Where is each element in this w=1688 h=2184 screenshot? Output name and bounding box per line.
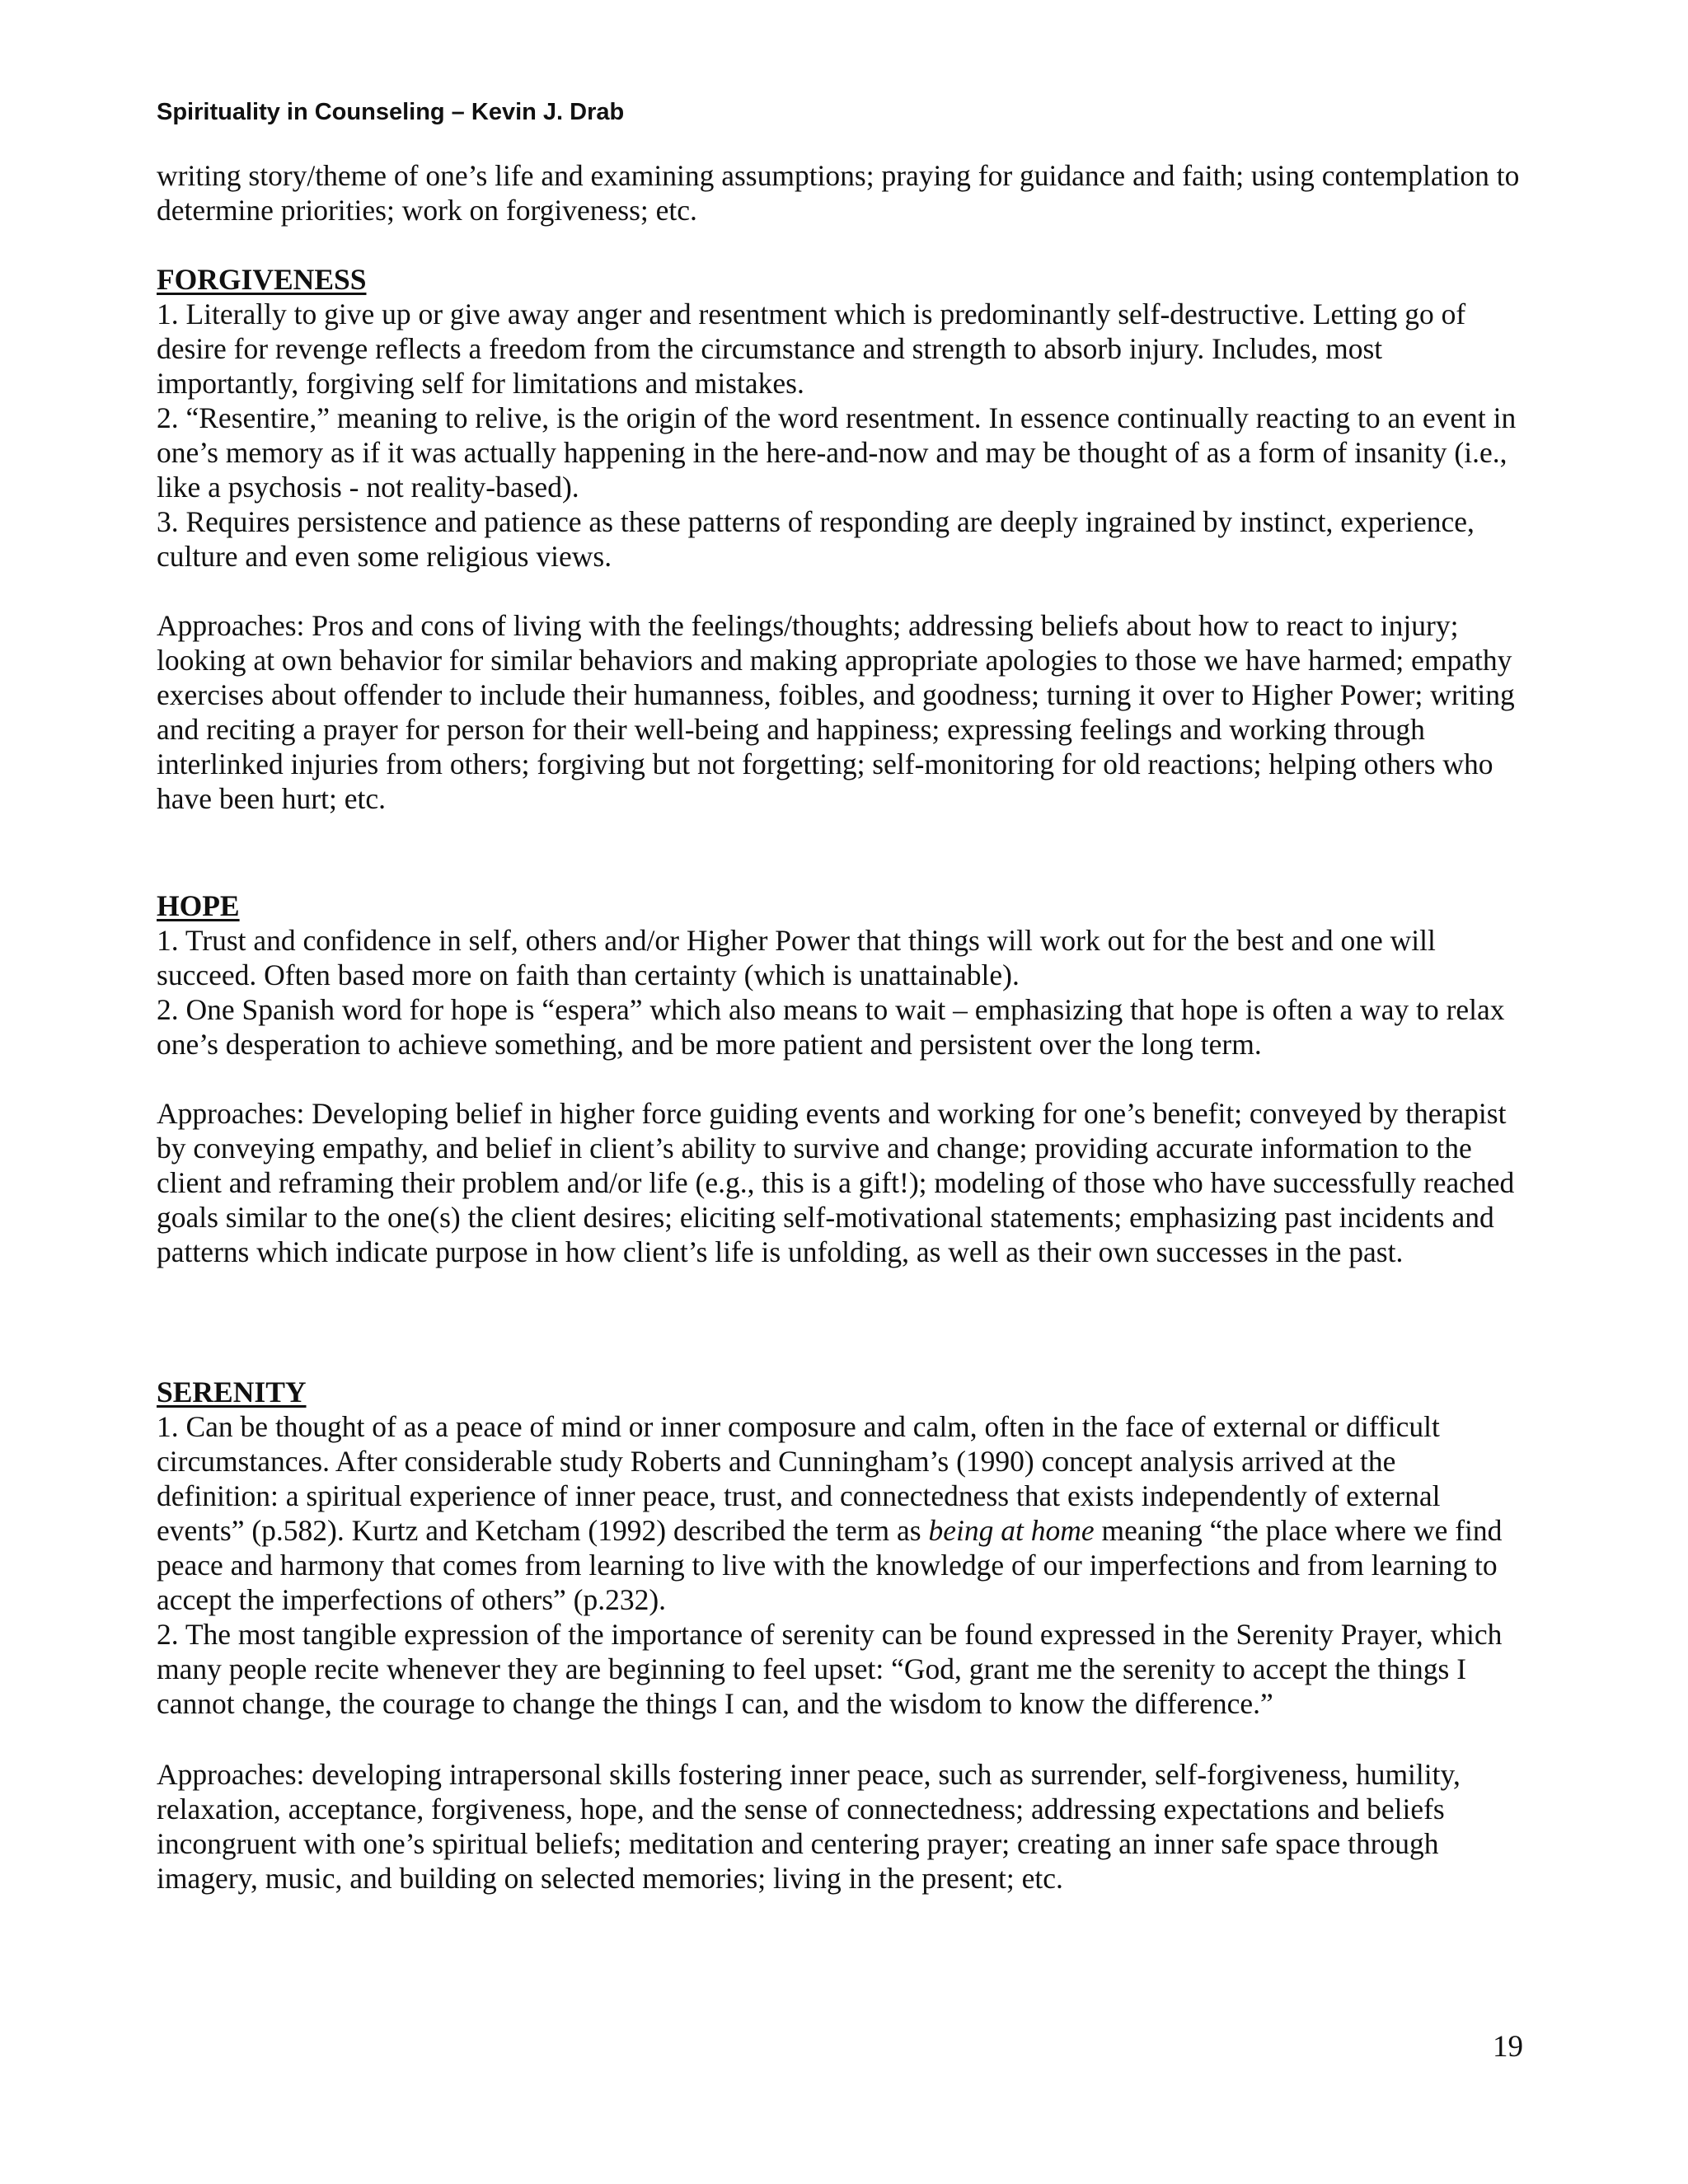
- hope-point-2: 2. One Spanish word for hope is “espera” which also means to wait – emphasizing that hope is often a way to relax one’s desperation to achieve something, and be more patient and persistent over the long term.: [157, 993, 1505, 1061]
- serenity-point-1-italic: being at home: [928, 1514, 1095, 1547]
- forgiveness-approaches-block: [157, 608, 1525, 816]
- serenity-approaches-block: [157, 1757, 1525, 1896]
- page-number: 19: [1493, 2030, 1523, 2064]
- forgiveness-section: [157, 262, 1525, 574]
- serenity-approaches: Approaches: developing intrapersonal skills fostering inner peace, such as surrender, self-forgiveness, humility, relaxation, acceptance, forgiveness, hope, and the sense of connectedness; addressing expectations and beliefs incongruent with one’s spiritual beliefs; meditation and centering prayer; creating an inner safe space through imagery, music, and building on selected memories; living in the present; etc.: [157, 1758, 1461, 1895]
- serenity-point-1: [157, 1409, 1525, 1617]
- serenity-point-1-text-b: meaning “the place where we find peace and harmony that comes from learning to live with the knowledge of our imperfections and from learning to accept the imperfections of others” (p.232).: [157, 1514, 1503, 1616]
- hope-section: [157, 888, 1525, 1062]
- hope-heading: HOPE: [157, 889, 240, 922]
- serenity-section: [157, 1375, 1525, 1721]
- intro-paragraph: [157, 158, 1525, 227]
- running-header: Spirituality in Counseling – Kevin J. Drab: [157, 99, 625, 125]
- serenity-point-2: 2. The most tangible expression of the importance of serenity can be found expressed in the Serenity Prayer, which many people recite whenever they are beginning to feel upset: “God, grant me the serenity to accept the things I cannot change, the courage to change the things I can, and the wisdom to know the difference.”: [157, 1618, 1503, 1720]
- hope-approaches: Approaches: Developing belief in higher force guiding events and working for one’s benefit; conveyed by therapist by conveying empathy, and belief in client’s ability to survive and change; providing accurate information to the client and reframing their problem and/or life (e.g., this is a gift!); modeling of those who have successfully reached goals similar to the one(s) the client desires; eliciting self-motivational statements; emphasizing past incidents and patterns which indicate purpose in how client’s life is unfolding, as well as their own successes in the past.: [157, 1097, 1515, 1268]
- hope-approaches-block: [157, 1096, 1525, 1269]
- intro-continuation-text: writing story/theme of one’s life and examining assumptions; praying for guidance and faith; using contemplation to determine priorities; work on forgiveness; etc.: [157, 159, 1520, 227]
- serenity-point-1-text-a: 1. Can be thought of as a peace of mind or inner composure and calm, often in the face of external or difficult circumstances. After considerable study Roberts and Cunningham’s (1990) concept analysis arrived at the definition: a spiritual experience of inner peace, trust, and connectedness that exists independently of external events” (p.582). Kurtz and Ketcham (1992) described the term as: [157, 1410, 1441, 1547]
- forgiveness-heading: FORGIVENESS: [157, 263, 367, 296]
- forgiveness-point-3: 3. Requires persistence and patience as these patterns of responding are deeply ingrained by instinct, experience, culture and even some religious views.: [157, 505, 1475, 573]
- forgiveness-point-1: 1. Literally to give up or give away anger and resentment which is predominantly self-destructive. Letting go of desire for revenge reflects a freedom from the circumstance and strength to absorb injury. Includes, most importantly, forgiving self for limitations and mistakes.: [157, 298, 1466, 400]
- hope-point-1: 1. Trust and confidence in self, others and/or Higher Power that things will work out for the best and one will succeed. Often based more on faith than certainty (which is unattainable).: [157, 924, 1436, 991]
- serenity-heading: SERENITY: [157, 1376, 307, 1408]
- forgiveness-point-2: 2. “Resentire,” meaning to relive, is the origin of the word resentment. In essence continually reacting to an event in one’s memory as if it was actually happening in the here-and-now and may be thought of as a form of insanity (i.e., like a psychosis - not reality-based).: [157, 401, 1517, 504]
- forgiveness-approaches: Approaches: Pros and cons of living with the feelings/thoughts; addressing beliefs about how to react to injury; looking at own behavior for similar behaviors and making appropriate apologies to those we have harmed; empathy exercises about offender to include their humanness, foibles, and goodness; turning it over to Higher Power; writing and reciting a prayer for person for their well-being and happiness; expressing feelings and working through interlinked injuries from others; forgiving but not forgetting; self-monitoring for old reactions; helping others who have been hurt; etc.: [157, 609, 1515, 815]
